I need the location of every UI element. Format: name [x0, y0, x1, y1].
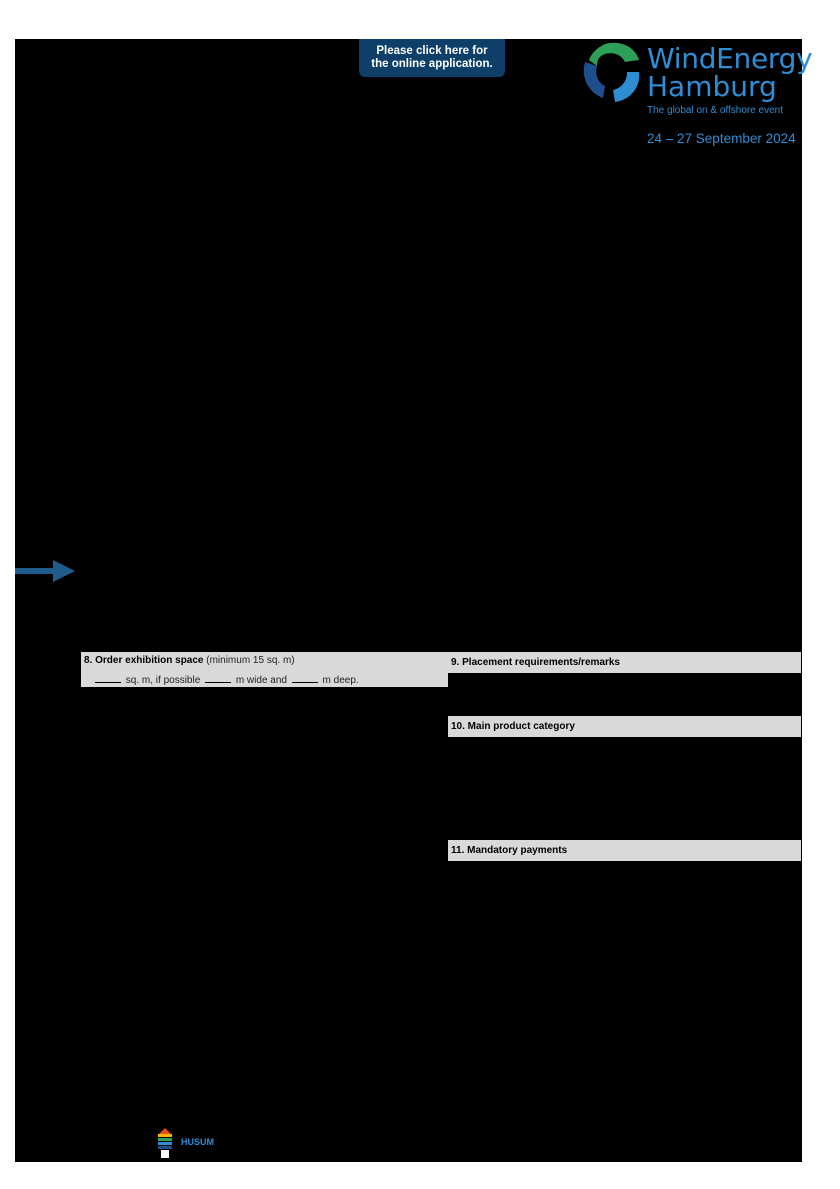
husum-logo-text: HUSUM — [181, 1137, 214, 1147]
form-page — [15, 39, 802, 1162]
arrow-right-icon — [15, 560, 75, 582]
logo-name-line1: WindEnergy — [647, 42, 813, 75]
width-label: m wide and — [235, 675, 287, 686]
section8-note: (minimum 15 sq. m) — [206, 655, 295, 666]
section-order-exhibition-space — [81, 652, 448, 687]
sqm-label: sq. m, if possible — [125, 675, 201, 686]
online-button-line2: the online application. — [371, 58, 493, 70]
section11-header: 11. Mandatory payments — [448, 840, 801, 861]
event-dates: 24 – 27 September 2024 — [647, 131, 796, 146]
online-button-line1: Please click here for — [376, 45, 488, 57]
section8-title: 8. Order exhibition space — [84, 655, 204, 666]
husum-logo — [155, 1126, 225, 1162]
windenergy-swirl-icon — [575, 40, 643, 104]
sqm-field[interactable] — [95, 673, 121, 683]
section9-header: 9. Placement requirements/remarks — [448, 652, 801, 673]
width-field[interactable] — [205, 673, 231, 683]
section10-header: 10. Main product category — [448, 716, 801, 737]
logo-name-line2: Hamburg — [647, 70, 777, 103]
online-application-button[interactable] — [359, 39, 505, 77]
windenergy-hamburg-logo — [575, 40, 813, 150]
logo-tagline: The global on & offshore event — [647, 105, 784, 116]
depth-field[interactable] — [292, 673, 318, 683]
depth-label: m deep. — [322, 675, 359, 686]
